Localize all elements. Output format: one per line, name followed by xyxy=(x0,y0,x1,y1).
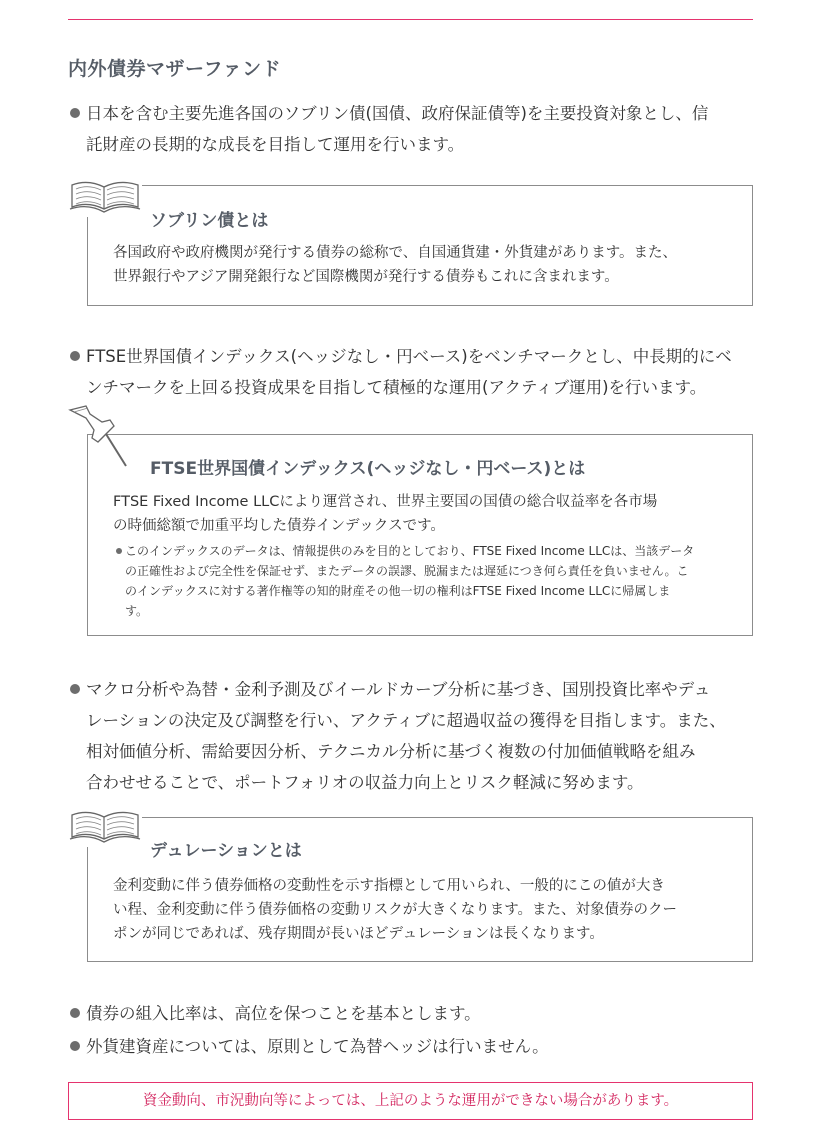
footnote-line: の正確性および完全性を保証せず、またデータの誤謬、脱漏または遅延につき何ら責任を負いません。こ xyxy=(125,564,689,578)
box-line: 各国政府や政府機関が発行する債券の総称で、自国通貨建・外貨建があります。また、 xyxy=(113,245,678,261)
box-line: 世界銀行やアジア開発銀行など国際機関が発行する債券もこれに含まれます。 xyxy=(113,269,619,285)
page-title: 内外債券マザーファンド xyxy=(68,58,282,80)
bullet-line: マクロ分析や為替・金利予測及びイールドカーブ分析に基づき、国別投資比率やデュ xyxy=(86,680,711,699)
footnote xyxy=(116,541,732,621)
bullet-line: 相対価値分析、需給要因分析、テクニカル分析に基づく複数の付加価値戦略を組み xyxy=(86,742,696,761)
footnote-line: このインデックスのデータは、情報提供のみを目的としており、FTSE Fixed Income LLCは、当該データ xyxy=(125,544,695,558)
bullet-dot-icon xyxy=(70,1008,80,1018)
box-body xyxy=(113,490,732,538)
footnote-line: す。 xyxy=(125,604,149,618)
bullet-dot-icon xyxy=(70,1041,80,1051)
bullet-line: 債券の組入比率は、高位を保つことを基本とします。 xyxy=(86,1004,481,1023)
bullet-dot-icon xyxy=(70,108,80,118)
box-title: ソブリン債とは xyxy=(150,211,269,231)
open-book-icon xyxy=(68,173,142,217)
box-body xyxy=(113,874,732,946)
bullet-line: FTSE世界国債インデックス(ヘッジなし・円ベース)をベンチマークとし、中長期的にベ xyxy=(86,347,732,366)
top-divider xyxy=(68,19,753,20)
bullet-dot-icon xyxy=(116,548,122,554)
bullet-paragraph xyxy=(70,98,760,160)
bullet-line: レーションの決定及び調整を行い、アクティブに超過収益の獲得を目指します。また、 xyxy=(86,711,726,730)
pushpin-icon xyxy=(64,404,130,472)
bullet-line: 合わせせることで、ポートフォリオの収益力向上とリスク軽減に努めます。 xyxy=(86,773,644,792)
warning-notice: 資金動向、市況動向等によっては、上記のような運用ができない場合があります。 xyxy=(68,1082,753,1120)
open-book-icon xyxy=(68,803,142,847)
box-title: デュレーションとは xyxy=(150,841,302,861)
box-line: の時価総額で加重平均した債券インデックスです。 xyxy=(113,518,445,534)
bullet-dot-icon xyxy=(70,351,80,361)
box-title: FTSE世界国債インデックス(ヘッジなし・円ベース)とは xyxy=(150,459,586,479)
definition-box-duration xyxy=(87,817,753,962)
bullet-paragraph xyxy=(70,341,760,403)
bullet-paragraph xyxy=(70,1031,549,1062)
bullet-line: 託財産の長期的な成長を目指して運用を行います。 xyxy=(86,135,465,154)
bullet-line: 日本を含む主要先進各国のソブリン債(国債、政府保証債等)を主要投資対象とし、信 xyxy=(86,104,709,123)
bullet-dot-icon xyxy=(70,684,80,694)
bullet-paragraph xyxy=(70,998,481,1029)
bullet-line: 外貨建資産については、原則として為替ヘッジは行いません。 xyxy=(86,1037,549,1056)
bullet-line: ンチマークを上回る投資成果を目指して積極的な運用(アクティブ運用)を行います。 xyxy=(86,378,707,397)
box-line: い程、金利変動に伴う債券価格の変動リスクが大きくなります。また、対象債券のクー xyxy=(113,902,678,918)
definition-box-sovereign xyxy=(87,185,753,306)
definition-box-ftse xyxy=(87,434,753,636)
box-line: ポンが同じであれば、残存期間が長いほどデュレーションは長くなります。 xyxy=(113,926,604,942)
box-line: FTSE Fixed Income LLCにより運営され、世界主要国の国債の総合収益率を各市場 xyxy=(113,494,658,510)
box-body xyxy=(113,241,732,289)
footnote-line: のインデックスに対する著作権等の知的財産その他一切の権利はFTSE Fixed Income LLCに帰属しま xyxy=(125,584,671,598)
box-line: 金利変動に伴う債券価格の変動性を示す指標として用いられ、一般的にこの値が大き xyxy=(113,878,665,894)
bullet-paragraph xyxy=(70,674,760,798)
